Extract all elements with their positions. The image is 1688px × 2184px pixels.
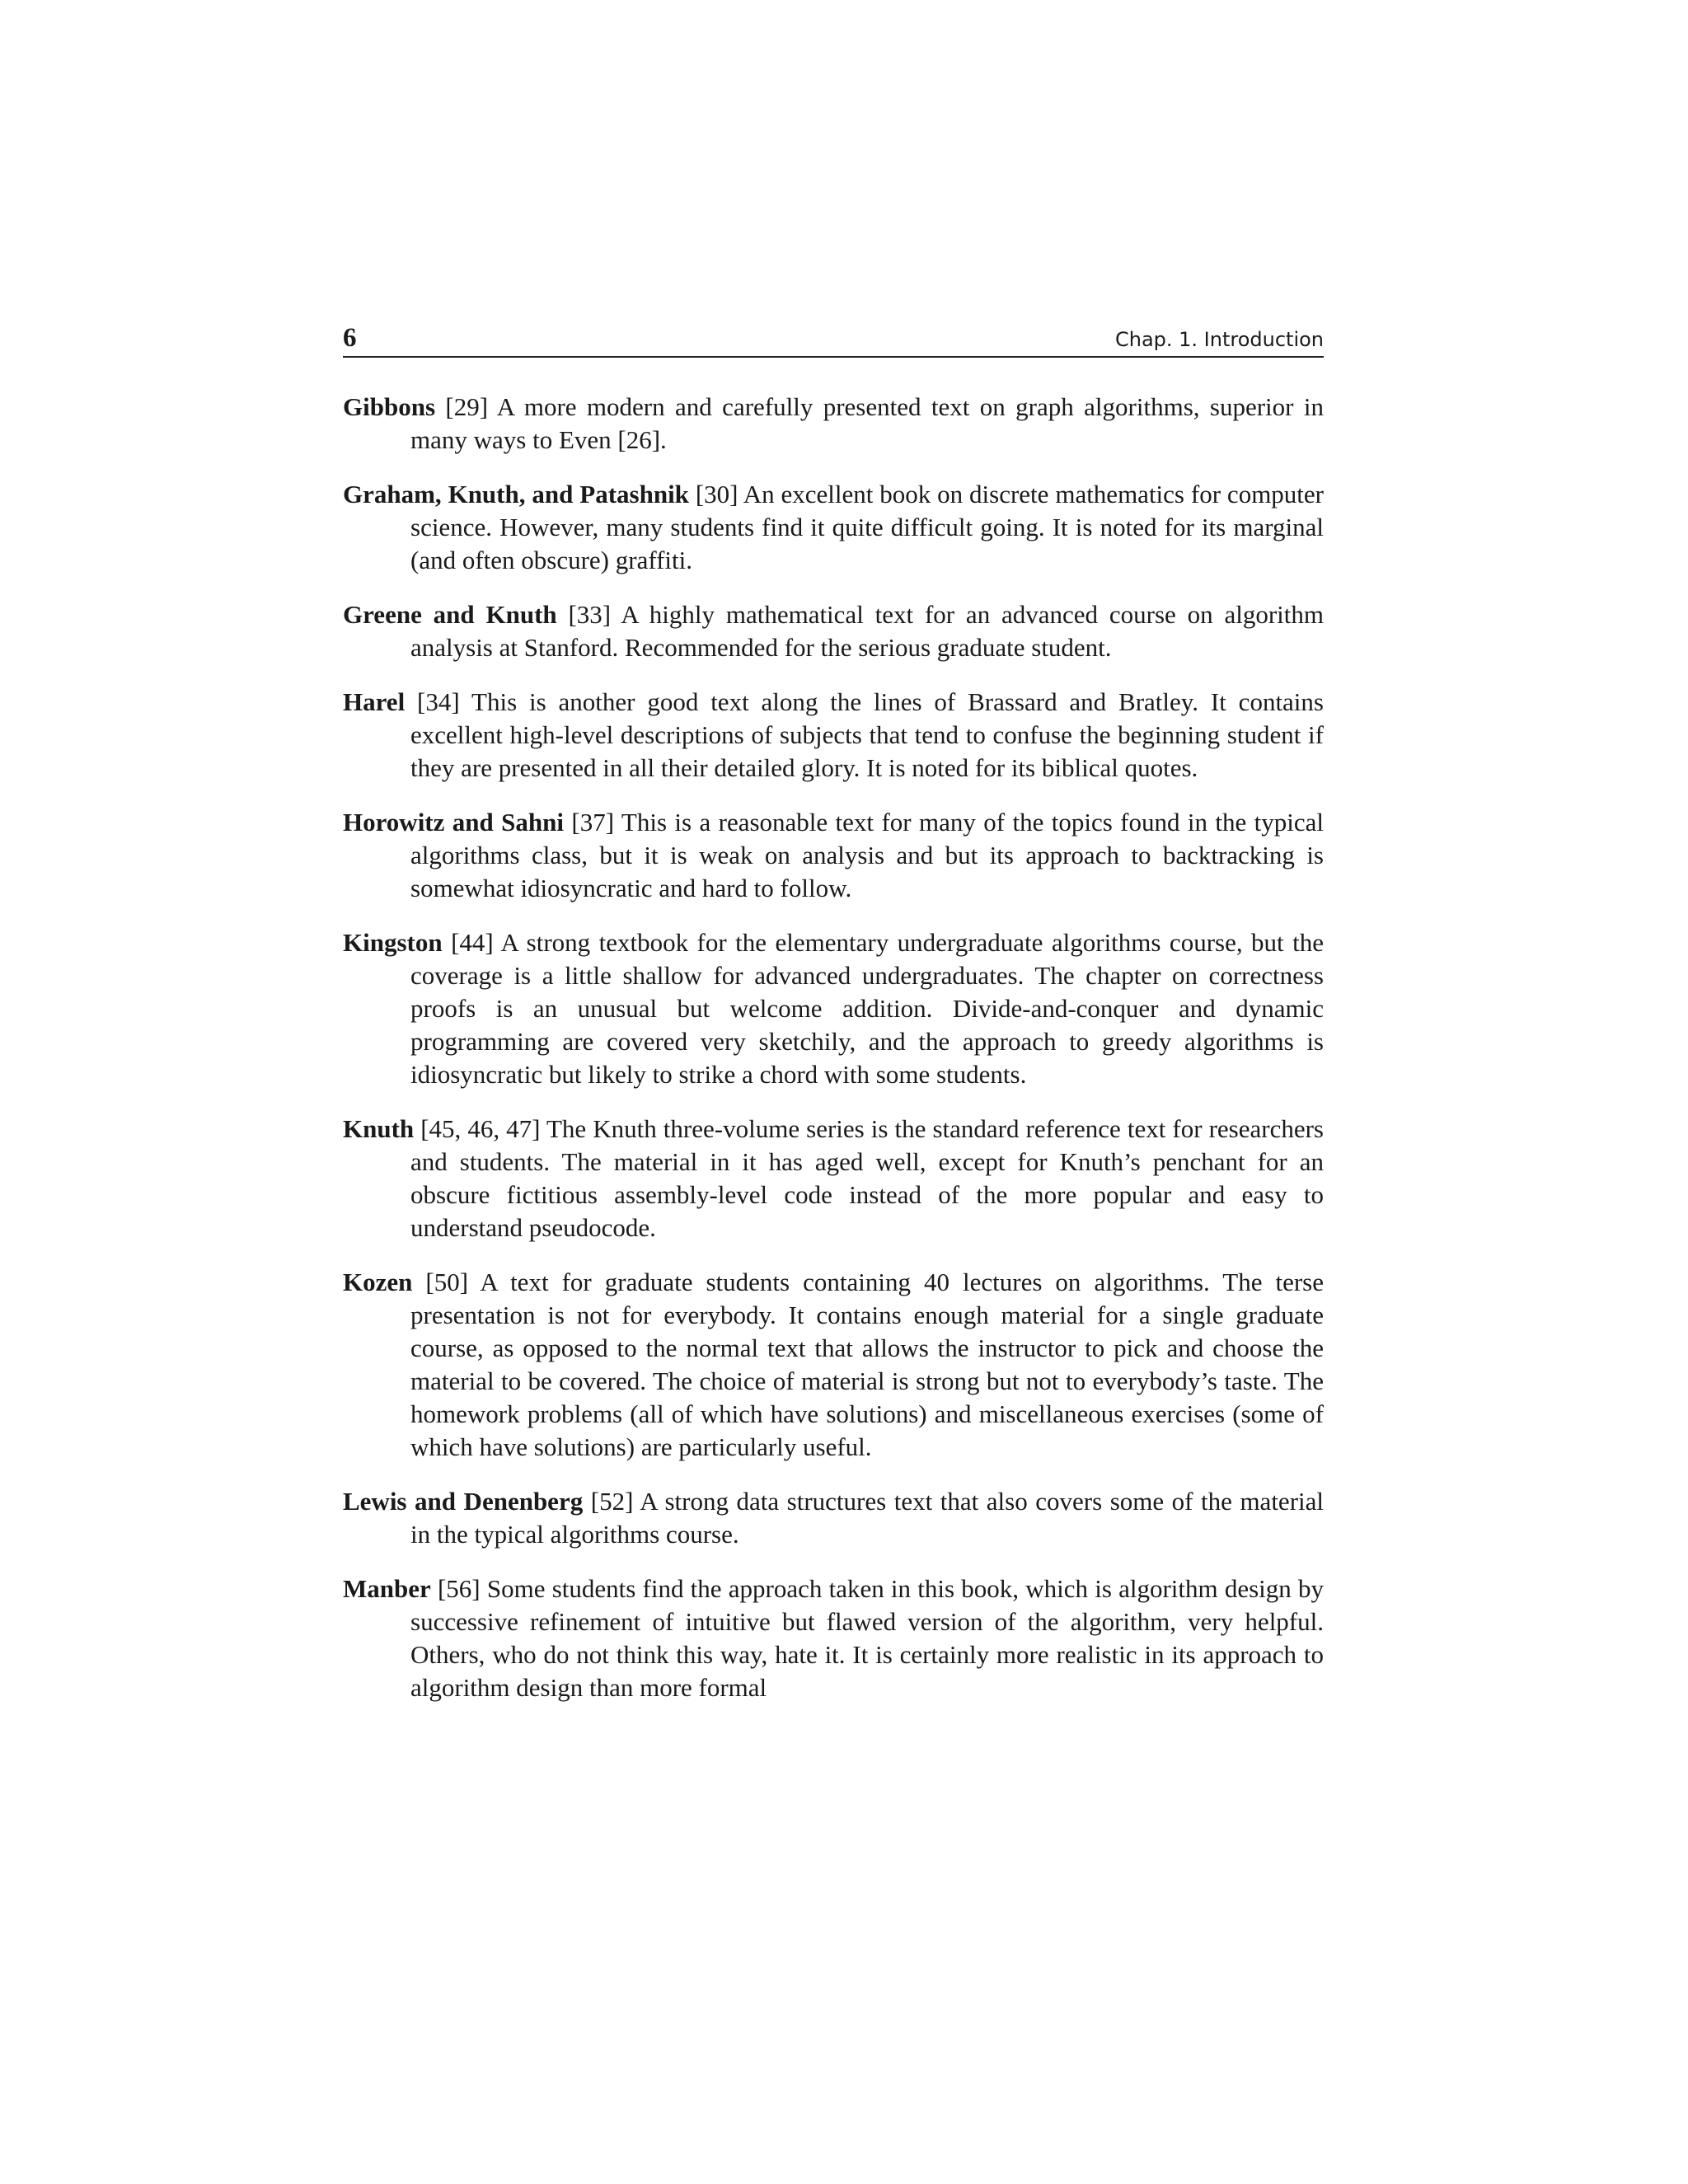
entry-refs: [30] <box>695 480 738 509</box>
entry-refs: [33] <box>568 600 612 629</box>
running-head <box>343 323 1324 358</box>
bibliography-entry <box>343 1266 1324 1464</box>
entry-author: Kozen <box>343 1268 413 1296</box>
entry-refs: [52] <box>590 1487 634 1516</box>
entry-author: Lewis and Denenberg <box>343 1487 584 1516</box>
entry-refs: [45, 46, 47] <box>420 1114 541 1143</box>
bibliography-entry <box>343 1572 1324 1704</box>
entry-text: A strong data structures text that also covers some of the material in the typical algorithms course. <box>410 1487 1324 1549</box>
bibliography-entry <box>343 1485 1324 1551</box>
entry-author: Horowitz and Sahni <box>343 808 564 837</box>
entry-text: A more modern and carefully presented text on graph algorithms, superior in many ways to Even [26]. <box>410 392 1324 454</box>
entry-refs: [34] <box>417 687 460 716</box>
bibliography-entry <box>343 926 1324 1091</box>
entry-author: Kingston <box>343 928 443 957</box>
entry-author: Greene and Knuth <box>343 600 557 629</box>
bibliography-entry <box>343 806 1324 905</box>
entry-refs: [37] <box>571 808 615 837</box>
entry-text: This is a reasonable text for many of the topics found in the typical algorithms class, but it is weak on analysis and but its approach to backtracking is somewhat idiosyncratic and hard to follow. <box>410 808 1325 902</box>
bibliography-entry <box>343 598 1324 664</box>
page-number: 6 <box>343 323 357 353</box>
entry-refs: [56] <box>437 1574 481 1603</box>
entry-text: A highly mathematical text for an advanced course on algorithm analysis at Stanford. Recommended for the serious graduate student. <box>410 600 1324 662</box>
entry-text: A strong textbook for the elementary undergraduate algorithms course, but the coverage is a little shallow for advanced undergraduates. The chapter on correctness proofs is an unusual but welcome addition. Divide-and-conquer and dynamic programming are covered very sketchily, and the approach to greedy algorithms is idiosyncratic but likely to strike a chord with some students. <box>410 928 1325 1089</box>
entry-author: Graham, Knuth, and Patashnik <box>343 480 689 509</box>
bibliography-entry <box>343 1113 1324 1244</box>
entry-text: The Knuth three-volume series is the standard reference text for researchers and students. The material in it has aged well, except for Knuth’s penchant for an obscure fictitious assembly-level code instead of the more popular and easy to understand pseudocode. <box>410 1114 1324 1242</box>
entry-text: A text for graduate students containing 40 lectures on algorithms. The terse presentation is not for everybody. It contains enough material for a single graduate course, as opposed to the normal text that allows the instructor to pick and choose the material to be covered. The choice of material is strong but not to everybody’s taste. The homework problems (all of which have solutions) and miscellaneous exercises (some of which have solutions) are particularly useful. <box>410 1268 1324 1461</box>
entry-refs: [50] <box>425 1268 469 1296</box>
bibliography-entry <box>343 478 1324 577</box>
entry-author: Gibbons <box>343 392 436 421</box>
entry-author: Knuth <box>343 1114 415 1143</box>
book-page <box>343 323 1324 1726</box>
entry-text: Some students find the approach taken in this book, which is algorithm design by successive refinement of intuitive but flawed version of the algorithm, very helpful. Others, who do not think this way, hate it. It is certainly more realistic in its approach to algorithm design than more formal <box>410 1574 1325 1702</box>
entry-text: This is another good text along the lines of Brassard and Bratley. It contains excellent high-level descriptions of subjects that tend to confuse the beginning student if they are presented in all their detailed glory. It is noted for its biblical quotes. <box>410 687 1324 782</box>
bibliography-list <box>343 391 1324 1704</box>
entry-text: An excellent book on discrete mathematics for computer science. However, many students find it quite difficult going. It is noted for its marginal (and often obscure) graffiti. <box>410 480 1324 574</box>
entry-refs: [44] <box>451 928 494 957</box>
entry-refs: [29] <box>445 392 489 421</box>
bibliography-entry <box>343 391 1324 457</box>
entry-author: Harel <box>343 687 406 716</box>
entry-author: Manber <box>343 1574 431 1603</box>
chapter-title: Chap. 1. Introduction <box>1114 328 1324 351</box>
bibliography-entry <box>343 686 1324 785</box>
